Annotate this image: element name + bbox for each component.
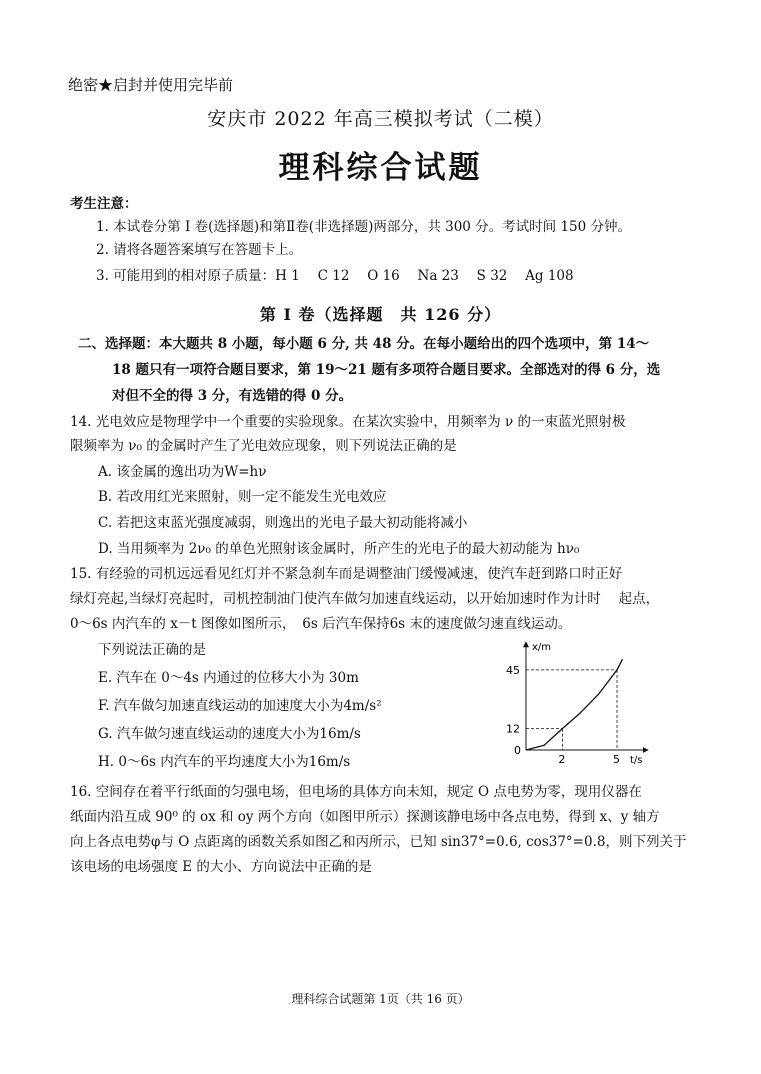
page-footer: 理科综合试题第 1页（共 16 页） <box>291 992 470 1006</box>
question-15-option-h: H. 0～6s 内汽车的平均速度大小为16m/s <box>98 754 351 770</box>
question-14-option-d: D. 当用频率为 2ν₀ 的单色光照射该金属时，所产生的光电子的最大初动能为 hν₀ <box>98 541 580 557</box>
question-16-text: 向上各点电势φ与 O 点距离的函数关系如图乙和丙所示，已知 sin37°=0.6, cos37°=0.8，则下列关于 <box>70 834 687 850</box>
question-16-text: 该电场的电场强度 E 的大小、方向说法中正确的是 <box>70 859 372 875</box>
y-axis-label: x/m <box>532 642 552 653</box>
notice-item: 2. 请将各题答案填写在答题卡上。 <box>96 242 303 258</box>
question-14-option-b: B. 若改用红光来照射，则一定不能发生光电效应 <box>98 489 387 505</box>
question-15-text: 15. 有经验的司机远远看见红灯并不紧急刹车而是调整油门缓慢减速，使汽车赶到路口时正好 <box>70 566 623 582</box>
question-15-option-f: F. 汽车做匀加速直线运动的加速度大小为4m/s² <box>98 698 382 714</box>
question-15-text: 0～6s 内汽车的 x－t 图像如图所示， 6s 后汽车保持6s 末的速度做匀速直线运动。 <box>70 616 572 632</box>
section-instructions: 对但不全的得 3 分，有选错的得 0 分。 <box>112 388 353 404</box>
question-15-text: 下列说法正确的是 <box>98 642 206 658</box>
y-tick-label: 12 <box>506 722 520 736</box>
y-tick-label: 45 <box>506 663 520 677</box>
notice-heading: 考生注意： <box>70 196 138 212</box>
question-15-option-e: E. 汽车在 0～4s 内通过的位移大小为 30m <box>98 670 359 686</box>
origin-label: 0 <box>514 744 521 757</box>
x-tick-label: 2 <box>558 753 566 766</box>
xt-graph <box>490 636 660 772</box>
confidential-mark: 绝密★启封并使用完毕前 <box>68 76 234 94</box>
question-15-text: 绿灯亮起,当绿灯亮起时，司机控制油门使汽车做匀加速直线运动，以开始加速时作为计时 起点， <box>70 591 660 607</box>
question-15-option-g: G. 汽车做匀速直线运动的速度大小为16m/s <box>98 726 361 742</box>
x-axis-label: t/s <box>630 755 643 766</box>
question-16-text: 纸面内沿互成 90⁰ 的 ox 和 oy 两个方向（如图甲所示）探测该静电场中各点电势，得到 x、y 轴方 <box>70 809 660 825</box>
question-14-text: 14. 光电效应是物理学中一个重要的实验现象。在某次实验中，用频率为 ν 的一束蓝光照射极 <box>70 414 626 430</box>
notice-item: 3. 可能用到的相对原子质量：H 1 C 12 O 16 Na 23 S 32 Ag 108 <box>96 268 574 284</box>
question-14-text: 限频率为 ν₀ 的金属时产生了光电效应现象，则下列说法正确的是 <box>70 438 457 454</box>
series-line <box>526 659 623 750</box>
question-14-option-a: A. 该金属的逸出功为W=hν <box>98 464 267 480</box>
question-14-option-c: C. 若把这束蓝光强度减弱，则逸出的光电子最大初动能将减小 <box>98 515 468 531</box>
section-instructions: 二、选择题：本大题共 8 小题，每小题 6 分, 共 48 分。在每小题给出的四个选项中，第 14～ <box>78 336 650 352</box>
section-instructions: 18 题只有一项符合题目要求，第 19～21 题有多项符合题目要求。全部选对的得 6 分，选 <box>112 362 661 378</box>
x-tick-label: 5 <box>613 753 620 766</box>
exam-title: 理科综合试题 <box>278 150 483 186</box>
notice-item: 1. 本试卷分第 I 卷(选择题)和第Ⅱ卷(非选择题)两部分，共 300 分。考试时间 150 分钟。 <box>96 219 632 235</box>
exam-subtitle: 安庆市 2022 年高三模拟考试（二模） <box>207 108 554 130</box>
question-16-text: 16. 空间存在着平行纸面的匀强电场，但电场的具体方向未知，规定 O 点电势为零，现用仪器在 <box>70 784 642 800</box>
part-title: 第 I 卷（选择题 共 126 分） <box>259 305 502 324</box>
